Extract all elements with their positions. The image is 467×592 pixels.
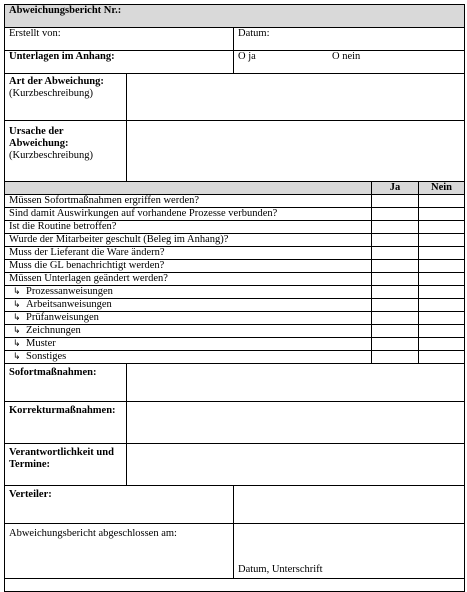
answer-yes-cell[interactable] bbox=[372, 221, 419, 234]
attachments-label: Unterlagen im Anhang: bbox=[5, 51, 234, 74]
deviation-type-label bbox=[5, 74, 127, 121]
deviation-type-hint: (Kurzbeschreibung) bbox=[9, 88, 93, 99]
answer-yes-cell[interactable] bbox=[372, 195, 419, 208]
completed-label: Abweichungsbericht abgeschlossen am: bbox=[5, 524, 234, 579]
checklist-subitem bbox=[5, 338, 372, 351]
answer-no-cell[interactable] bbox=[419, 286, 465, 299]
answer-no-cell[interactable] bbox=[419, 299, 465, 312]
column-yes-header: Ja bbox=[372, 182, 419, 195]
answer-yes-cell[interactable] bbox=[372, 312, 419, 325]
answer-no-cell[interactable] bbox=[419, 273, 465, 286]
checklist-subitem bbox=[5, 286, 372, 299]
checklist-question: Müssen Sofortmaßnahmen ergriffen werden? bbox=[5, 195, 372, 208]
subitem-arrow-icon: ↳ bbox=[13, 300, 21, 310]
checklist-question: Sind damit Auswirkungen auf vorhandene Prozesse verbunden? bbox=[5, 208, 372, 221]
distribution-label: Verteiler: bbox=[5, 486, 234, 524]
checklist-question: Müssen Unterlagen geändert werden? bbox=[5, 273, 372, 286]
answer-no-cell[interactable] bbox=[419, 338, 465, 351]
subitem-arrow-icon: ↳ bbox=[13, 339, 21, 349]
form-table bbox=[4, 4, 465, 592]
answer-yes-cell[interactable] bbox=[372, 247, 419, 260]
answer-no-cell[interactable] bbox=[419, 234, 465, 247]
subitem-arrow-icon: ↳ bbox=[13, 287, 21, 297]
checklist-question: Muss die GL benachrichtigt werden? bbox=[5, 260, 372, 273]
answer-yes-cell[interactable] bbox=[372, 351, 419, 364]
subitem-arrow-icon: ↳ bbox=[13, 326, 21, 336]
attachments-no-option[interactable]: O nein bbox=[332, 51, 361, 62]
responsibility-label-line2: Termine: bbox=[9, 459, 51, 470]
answer-yes-cell[interactable] bbox=[372, 299, 419, 312]
deviation-cause-label bbox=[5, 121, 127, 182]
deviation-cause-hint: (Kurzbeschreibung) bbox=[9, 150, 93, 161]
deviation-report-form bbox=[4, 4, 464, 580]
deviation-type-field[interactable] bbox=[127, 74, 465, 121]
checklist-subitem bbox=[5, 299, 372, 312]
deviation-cause-title-line1: Ursache der bbox=[9, 126, 64, 137]
answer-no-cell[interactable] bbox=[419, 247, 465, 260]
answer-yes-cell[interactable] bbox=[372, 273, 419, 286]
checklist-question: Muss der Lieferant die Ware ändern? bbox=[5, 247, 372, 260]
answer-yes-cell[interactable] bbox=[372, 208, 419, 221]
checklist-question: Wurde der Mitarbeiter geschult (Beleg im Anhang)? bbox=[5, 234, 372, 247]
attachments-yes-option[interactable]: O ja bbox=[238, 51, 256, 62]
checklist-subitem bbox=[5, 351, 372, 364]
created-by-field[interactable]: Erstellt von: bbox=[5, 28, 234, 51]
checklist-subitem bbox=[5, 325, 372, 338]
answer-yes-cell[interactable] bbox=[372, 325, 419, 338]
checklist-subitem bbox=[5, 312, 372, 325]
subitem-arrow-icon: ↳ bbox=[13, 352, 21, 362]
form-title: Abweichungsbericht Nr.: bbox=[5, 5, 465, 28]
answer-no-cell[interactable] bbox=[419, 325, 465, 338]
answer-no-cell[interactable] bbox=[419, 312, 465, 325]
subitem-arrow-icon: ↳ bbox=[13, 313, 21, 323]
subitem-label: Prüfanweisungen bbox=[26, 312, 99, 323]
corrective-measures-label: Korrekturmaßnahmen: bbox=[5, 402, 127, 444]
answer-yes-cell[interactable] bbox=[372, 286, 419, 299]
date-signature-caption: Datum, Unterschrift bbox=[238, 564, 323, 575]
responsibility-field[interactable] bbox=[127, 444, 465, 486]
column-no-header: Nein bbox=[419, 182, 465, 195]
deviation-cause-title-line2: Abweichung: bbox=[9, 138, 69, 149]
immediate-measures-label: Sofortmaßnahmen: bbox=[5, 364, 127, 402]
answer-no-cell[interactable] bbox=[419, 351, 465, 364]
answer-no-cell[interactable] bbox=[419, 260, 465, 273]
checklist-header-blank bbox=[5, 182, 372, 195]
distribution-field[interactable] bbox=[234, 486, 465, 524]
footer-blank-row bbox=[5, 579, 465, 592]
deviation-cause-field[interactable] bbox=[127, 121, 465, 182]
checklist-question: Ist die Routine betroffen? bbox=[5, 221, 372, 234]
answer-yes-cell[interactable] bbox=[372, 260, 419, 273]
date-field[interactable]: Datum: bbox=[234, 28, 465, 51]
immediate-measures-field[interactable] bbox=[127, 364, 465, 402]
subitem-label: Arbeitsanweisungen bbox=[26, 299, 112, 310]
answer-no-cell[interactable] bbox=[419, 195, 465, 208]
responsibility-label bbox=[5, 444, 127, 486]
subitem-label: Sonstiges bbox=[26, 351, 67, 362]
responsibility-label-line1: Verantwortlichkeit und bbox=[9, 447, 114, 458]
answer-no-cell[interactable] bbox=[419, 208, 465, 221]
subitem-label: Prozessanweisungen bbox=[26, 286, 113, 297]
answer-yes-cell[interactable] bbox=[372, 234, 419, 247]
subitem-label: Zeichnungen bbox=[26, 325, 81, 336]
subitem-label: Muster bbox=[26, 338, 56, 349]
answer-yes-cell[interactable] bbox=[372, 338, 419, 351]
deviation-type-title: Art der Abweichung: bbox=[9, 76, 104, 87]
date-signature-field[interactable] bbox=[234, 524, 465, 579]
answer-no-cell[interactable] bbox=[419, 221, 465, 234]
corrective-measures-field[interactable] bbox=[127, 402, 465, 444]
attachments-options bbox=[234, 51, 465, 74]
